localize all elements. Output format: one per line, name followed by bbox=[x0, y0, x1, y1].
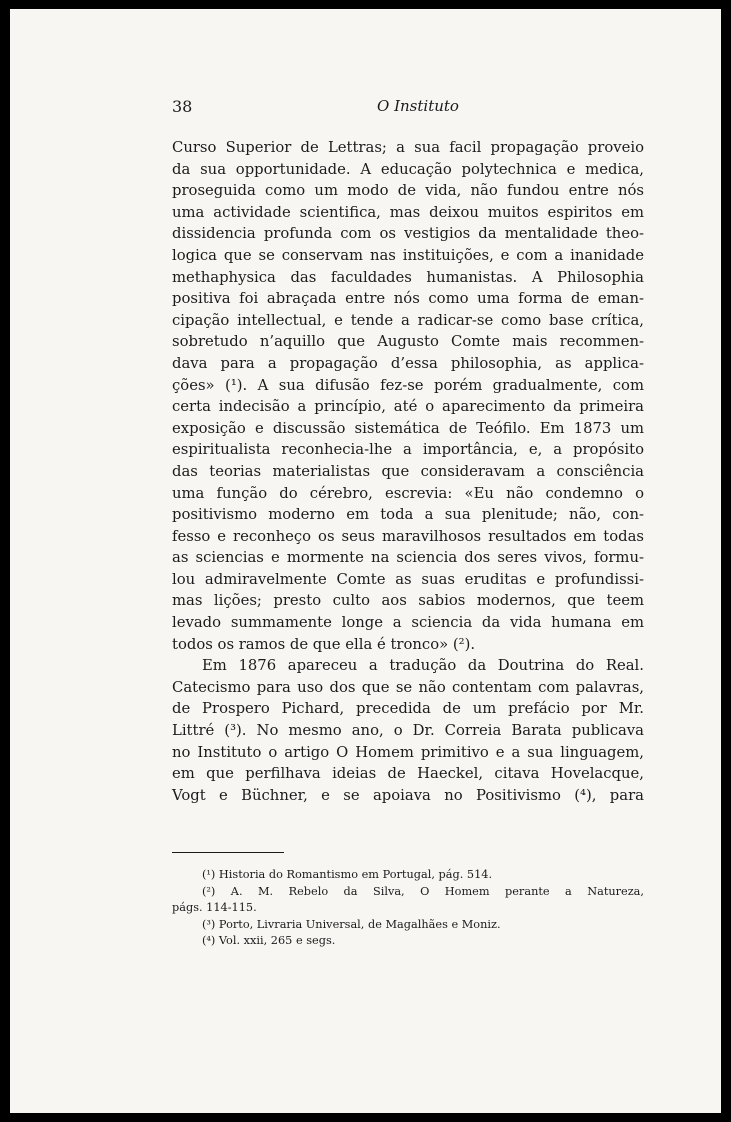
text-line: todos os ramos de que ella é tronco» (²). bbox=[172, 635, 476, 653]
text-line: Catecismo para uso dos que se não contentam com palavras, bbox=[172, 678, 644, 696]
text-line: as sciencias e mormente na sciencia dos seres vivos, formu- bbox=[172, 549, 644, 567]
footnote: (⁴) Vol. xxii, 265 e segs. bbox=[202, 934, 336, 947]
text-line: levado summamente longe a sciencia da vida humana em bbox=[172, 614, 644, 632]
text-line: logica que se conservam nas instituições, e com a inanidade bbox=[172, 246, 644, 264]
text-line: dava para a propagação d’essa philosophia, as applica- bbox=[172, 354, 644, 372]
footnote: (²) A. M. Rebelo da Silva, O Homem perante a Natureza, bbox=[202, 884, 644, 898]
text-line: Curso Superior de Lettras; a sua facil propagação proveio bbox=[172, 139, 644, 156]
text-line: lou admiravelmente Comte as suas eruditas e profundissi- bbox=[172, 570, 644, 588]
text-line: uma função do cérebro, escrevia: «Eu não condemno o bbox=[172, 484, 644, 502]
footnote: (³) Porto, Livraria Universal, de Magalhães e Moniz. bbox=[202, 917, 501, 931]
text-line: positivismo moderno em toda a sua plenitude; não, con- bbox=[172, 506, 644, 524]
footnote-continuation: págs. 114-115. bbox=[172, 901, 257, 914]
text-line: uma actividade scientifica, mas deixou muitos espiritos em bbox=[172, 203, 644, 221]
footnote-divider bbox=[172, 852, 284, 853]
book-page bbox=[10, 9, 721, 1113]
text-line: sobretudo n’aquillo que Augusto Comte mais recommen- bbox=[172, 333, 644, 351]
text-line: em que perfilhava ideias de Haeckel, citava Hovelacque, bbox=[172, 765, 644, 783]
body-text bbox=[172, 137, 644, 806]
text-line: fesso e reconheço os seus maravilhosos resultados em todas bbox=[172, 527, 644, 545]
footnotes bbox=[172, 867, 644, 950]
text-line: dissidencia profunda com os vestigios da mentalidade theo- bbox=[172, 225, 644, 243]
text-line: Em 1876 apareceu a tradução da Doutrina do Real. bbox=[202, 657, 644, 675]
text-line: cipação intellectual, e tende a radicar-se como base crítica, bbox=[172, 311, 644, 329]
text-line: Littré (³). No mesmo ano, o Dr. Correia Barata publicava bbox=[172, 722, 644, 740]
text-line: certa indecisão a princípio, até o aparecimento da primeira bbox=[172, 398, 644, 416]
text-line: methaphysica das faculdades humanistas. A Philosophia bbox=[172, 268, 644, 286]
text-line: positiva foi abraçada entre nós como uma forma de eman- bbox=[172, 290, 644, 308]
text-line: proseguida como um modo de vida, não fundou entre nós bbox=[172, 182, 644, 200]
page-header bbox=[172, 97, 664, 117]
text-line: espiritualista reconhecia-lhe a importância, e, a propósito bbox=[172, 441, 644, 459]
page-number: 38 bbox=[172, 97, 193, 116]
text-line: mas lições; presto culto aos sabios modernos, que teem bbox=[172, 592, 644, 610]
running-title: O Instituto bbox=[377, 97, 459, 115]
text-line: exposição e discussão sistemática de Teófilo. Em 1873 um bbox=[172, 419, 644, 437]
text-line: ções» (¹). A sua difusão fez-se porém gradualmente, com bbox=[172, 376, 644, 394]
text-line: de Prospero Pichard, precedida de um prefácio por Mr. bbox=[172, 700, 644, 718]
footnote: (¹) Historia do Romantismo em Portugal, pág. 514. bbox=[202, 868, 493, 881]
text-line: da sua opportunidade. A educação polytechnica e medica, bbox=[172, 160, 644, 178]
text-line: das teorias materialistas que consideravam a consciência bbox=[172, 462, 644, 480]
text-line: Vogt e Büchner, e se apoiava no Positivismo (⁴), para bbox=[172, 786, 644, 804]
text-line: no Instituto o artigo O Homem primitivo e a sua linguagem, bbox=[172, 743, 644, 761]
